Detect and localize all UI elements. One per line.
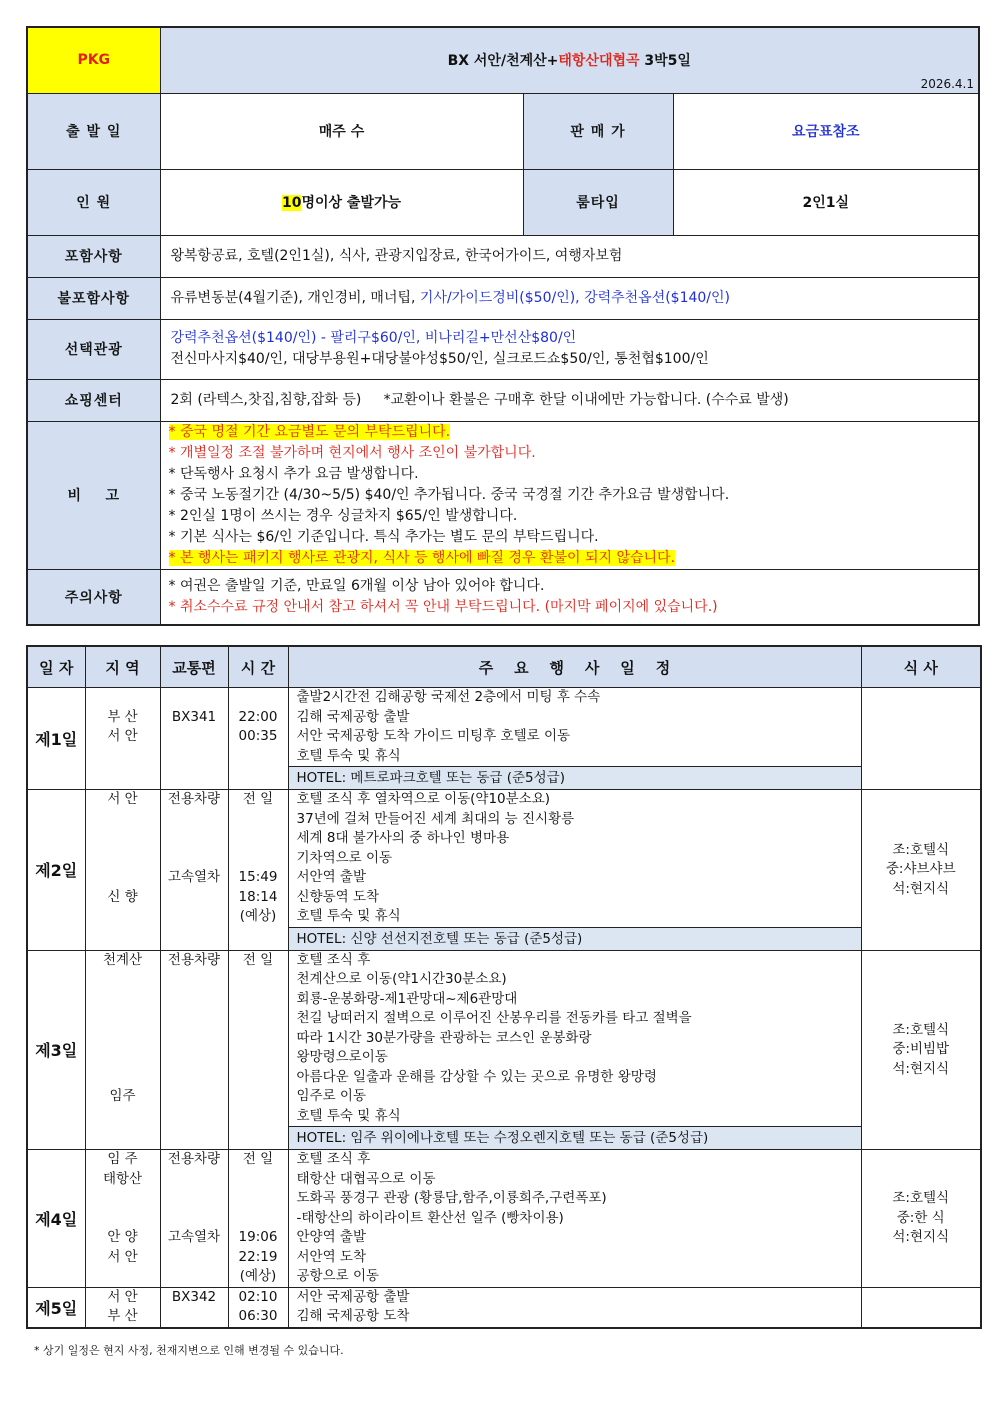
time-line: [229, 1189, 288, 1209]
meal-line: 중:샤브샤브: [885, 861, 956, 877]
activities-cell: [288, 1287, 861, 1328]
region-line: [86, 927, 160, 947]
people-label: 인 원: [27, 169, 160, 235]
meal-line: 석:현지식: [892, 880, 950, 897]
remarks-list: [160, 421, 979, 569]
activity-line: 세계 8대 불가사의 중 하나인 병마용: [296, 830, 510, 846]
region-line: [86, 1048, 160, 1068]
activity-line: 기차역으로 이동: [296, 849, 393, 866]
transport-line: [161, 1068, 228, 1088]
transport-cell: [160, 1287, 228, 1328]
meal-line: 조:호텔식: [892, 841, 950, 858]
col-time: 시 간: [228, 646, 288, 688]
time-line: 22:00: [238, 708, 278, 725]
meals-cell: [861, 1150, 981, 1288]
time-line: 15:49: [238, 869, 278, 885]
activity-line: 따라 1시간 30분가량을 관광하는 코스인 운봉화랑: [296, 1029, 592, 1046]
day-label: 제4일: [27, 1150, 85, 1288]
meals-cell: [861, 950, 981, 1150]
excluded-label: 불포함사항: [27, 277, 160, 319]
region-line: [86, 1209, 160, 1229]
transport-line: 고속열차: [167, 1229, 221, 1245]
issue-date: 2026.4.1: [920, 76, 974, 91]
time-line: 00:35: [238, 728, 278, 744]
region-line: [86, 970, 160, 990]
col-transport: 교통편: [160, 646, 228, 688]
transport-line: 전용차량: [167, 1151, 221, 1167]
remark-7: * 본 행사는 패키지 행사로 관광지, 식사 등 행사에 빠질 경우 환불이 되지 않습니다.: [168, 549, 676, 566]
meal-line: 석:현지식: [892, 1229, 950, 1245]
region-line: 태항산: [102, 1170, 143, 1187]
activities-cell: [288, 950, 861, 1150]
time-line: 전 일: [242, 1151, 274, 1167]
meals-cell: [861, 688, 981, 790]
included-label: 포함사항: [27, 235, 160, 277]
activity-line: 공항으로 이동: [296, 1268, 380, 1284]
meals-cell: [861, 790, 981, 951]
time-line: [229, 990, 288, 1010]
col-region: 지 역: [85, 646, 160, 688]
activity-line: 서안역 출발: [296, 869, 366, 885]
time-line: [229, 747, 288, 767]
excluded-text: 유류변동분(4월기준), 개인경비, 매너팁,: [170, 289, 420, 306]
activity-line: -태항산의 하이라이트 환산선 일주 (빵차이용): [296, 1209, 564, 1226]
activity-line: 서안 국제공항 도착 가이드 미팅후 호텔로 이동: [296, 728, 571, 744]
transport-line: [161, 1087, 228, 1107]
region-line: 부 산: [107, 708, 138, 725]
region-cell: [85, 1287, 160, 1328]
time-line: (예상): [239, 908, 277, 924]
day-row: [27, 688, 981, 790]
day-label: 제3일: [27, 950, 85, 1150]
activity-line: 천계산으로 이동(약1시간30분소요): [296, 971, 507, 987]
itinerary-table: [26, 645, 982, 1329]
transport-line: [161, 1107, 228, 1127]
region-line: 서 안: [107, 728, 138, 744]
transport-line: [161, 970, 228, 990]
region-line: [86, 766, 160, 786]
included-value: 왕복항공료, 호텔(2인1실), 식사, 관광지입장료, 한국어가이드, 여행자보험: [160, 235, 979, 277]
activity-line: 호텔 투숙 및 휴식: [296, 1107, 401, 1124]
people-value: [160, 169, 523, 235]
remark-4: * 중국 노동절기간 (4/30~5/5) $40/인 추가됩니다. 중국 국경절 기간 추가요금 발생합니다.: [168, 486, 730, 503]
region-line: [86, 907, 160, 927]
remark-5: * 2인실 1명이 쓰시는 경우 싱글차지 $65/인 발생합니다.: [168, 507, 518, 524]
time-line: (예상): [239, 1268, 277, 1284]
title-part-b: 태항산대협곡: [558, 53, 640, 70]
remarks-label: 비 고: [27, 421, 160, 569]
day-row: [27, 950, 981, 1150]
region-line: [86, 1189, 160, 1209]
activity-line: 태항산 대협곡으로 이동: [296, 1170, 436, 1187]
region-line: 서 안: [107, 1288, 138, 1305]
package-title: [160, 27, 979, 93]
transport-line: [161, 1248, 228, 1268]
meal-line: 석:현지식: [892, 1060, 950, 1077]
remark-3: * 단독행사 요청시 추가 요금 발생합니다.: [168, 465, 419, 482]
room-label: 룸타입: [523, 169, 673, 235]
transport-line: [161, 1189, 228, 1209]
activity-line: 김해 국제공항 도착: [296, 1308, 410, 1324]
transport-line: [161, 1009, 228, 1029]
region-line: 임 주: [107, 1151, 138, 1167]
activity-line: 호텔 조식 후 열차역으로 이동(약10분소요): [296, 791, 551, 807]
price-value: 요금표참조: [673, 93, 979, 169]
time-line: 전 일: [242, 791, 274, 807]
excluded-highlight: 기사/가이드경비($50/인), 강력추천옵션($140/인): [419, 289, 731, 306]
activity-line: 왕망령으로이동: [296, 1049, 388, 1065]
time-line: [229, 849, 288, 869]
transport-line: [161, 849, 228, 869]
region-line: [86, 688, 160, 708]
col-activities: 주 요 행 사 일 정: [288, 646, 861, 688]
meal-line: 중:비빔밥: [892, 1041, 950, 1057]
time-line: [229, 688, 288, 708]
activity-line: 호텔 투숙 및 휴식: [296, 747, 401, 764]
time-line: [229, 1029, 288, 1049]
transport-line: [161, 1209, 228, 1229]
departure-value: 매주 수: [160, 93, 523, 169]
meal-line: 조:호텔식: [892, 1190, 950, 1206]
caution-label: 주의사항: [27, 569, 160, 625]
time-line: [229, 1170, 288, 1190]
time-line: [229, 810, 288, 830]
time-cell: [228, 790, 288, 951]
region-line: 서 안: [107, 1248, 138, 1265]
package-info-table: [26, 26, 980, 626]
region-line: [86, 868, 160, 888]
shopping-value: 2회 (라텍스,찻집,침향,잡화 등) *교환이나 환불은 구매후 한달 이내에만 가능합니다. (수수료 발생): [160, 379, 979, 421]
caution-value: [160, 569, 979, 625]
transport-line: [161, 927, 228, 947]
price-label: 판 매 가: [523, 93, 673, 169]
region-line: 안 양: [107, 1229, 138, 1245]
time-line: [229, 927, 288, 947]
region-line: [86, 1126, 160, 1146]
time-line: [229, 1209, 288, 1229]
transport-line: 전용차량: [167, 791, 221, 807]
time-line: 19:06: [238, 1229, 278, 1245]
itinerary-footnote: * 상기 일정은 현지 사정, 천재지변으로 인해 변경될 수 있습니다.: [34, 1344, 344, 1357]
region-line: 임주: [109, 1088, 136, 1104]
time-line: 02:10: [238, 1288, 278, 1305]
region-line: [86, 810, 160, 830]
meal-line: 조:호텔식: [892, 1021, 950, 1038]
region-line: [86, 1107, 160, 1127]
col-day: 일 자: [27, 646, 85, 688]
day-label: 제1일: [27, 688, 85, 790]
transport-line: 전용차량: [167, 951, 221, 968]
transport-line: [161, 1267, 228, 1287]
excluded-value: [160, 277, 979, 319]
transport-line: [161, 727, 228, 747]
activity-line: 출발2시간전 김해공항 국제선 2층에서 미팅 후 수속: [296, 689, 601, 705]
title-part-c: 3박5일: [639, 53, 691, 70]
activity-line: 안양역 출발: [296, 1229, 366, 1245]
time-line: [229, 766, 288, 786]
optional-line-1: 강력추천옵션($140/인) - 팔리구$60/인, 비나리길+만선산$80/인: [170, 330, 577, 346]
caution-line-1: * 여권은 출발일 기준, 만료일 6개월 이상 남아 있어야 합니다.: [168, 577, 545, 594]
transport-line: [161, 747, 228, 767]
day-label: 제2일: [27, 790, 85, 951]
region-line: [86, 1068, 160, 1088]
region-line: [86, 1009, 160, 1029]
region-line: [86, 1029, 160, 1049]
activity-line: 신향동역 도착: [296, 888, 380, 905]
time-line: 22:19: [238, 1248, 278, 1265]
time-cell: [228, 1150, 288, 1288]
activities-cell: [288, 1150, 861, 1288]
region-line: [86, 990, 160, 1010]
time-cell: [228, 1287, 288, 1328]
time-line: [229, 1048, 288, 1068]
hotel-line: HOTEL: 메트로파크호텔 또는 동급 (준5성급): [289, 766, 861, 789]
transport-line: [161, 1170, 228, 1190]
departure-label: 출 발 일: [27, 93, 160, 169]
pkg-badge: PKG: [27, 27, 160, 93]
region-line: 천계산: [102, 951, 143, 968]
time-line: 18:14: [238, 888, 278, 905]
transport-line: [161, 766, 228, 786]
region-cell: [85, 1150, 160, 1288]
time-line: [229, 1068, 288, 1088]
meal-line: 중:한 식: [896, 1209, 945, 1226]
region-line: 서 안: [107, 791, 138, 807]
meals-cell: [861, 1287, 981, 1328]
optional-value: [160, 319, 979, 379]
transport-line: [161, 1048, 228, 1068]
time-line: [229, 970, 288, 990]
people-number: 10: [281, 195, 302, 211]
day-label: 제5일: [27, 1287, 85, 1328]
region-cell: [85, 950, 160, 1150]
transport-line: 고속열차: [167, 869, 221, 885]
transport-line: [161, 888, 228, 908]
region-cell: [85, 688, 160, 790]
region-line: 부 산: [107, 1308, 138, 1324]
transport-cell: [160, 1150, 228, 1288]
day-row: [27, 790, 981, 951]
room-value: 2인1실: [673, 169, 979, 235]
time-line: [229, 1087, 288, 1107]
day-row: [27, 1150, 981, 1288]
transport-cell: [160, 950, 228, 1150]
transport-line: BX342: [171, 1288, 217, 1305]
activity-line: 아름다운 일출과 운해를 감상할 수 있는 곳으로 유명한 왕망령: [296, 1068, 657, 1085]
activity-line: 서안역 도착: [296, 1248, 366, 1265]
activity-line: 호텔 투숙 및 휴식: [296, 908, 401, 924]
title-part-a: BX 서안/천계산+: [447, 53, 559, 70]
activity-line: 도화곡 풍경구 관광 (황룡담,함주,이룡희주,구련폭포): [296, 1190, 607, 1206]
activity-line: 호텔 조식 후: [296, 1151, 371, 1167]
region-line: [86, 1267, 160, 1287]
time-line: 전 일: [242, 951, 274, 968]
optional-line-2: 전신마사지$40/인, 대당부용원+대당불야성$50/인, 실크로드쇼$50/인, 통천협$100/인: [170, 351, 709, 367]
time-line: [229, 1009, 288, 1029]
optional-label: 선택관광: [27, 319, 160, 379]
transport-cell: [160, 688, 228, 790]
activities-cell: [288, 688, 861, 790]
remark-6: * 기본 식사는 $6/인 기준입니다. 특식 추가는 별도 문의 부탁드립니다.: [168, 528, 599, 545]
activity-line: 김해 국제공항 출발: [296, 708, 410, 725]
region-line: [86, 747, 160, 767]
activity-line: 37년에 걸쳐 만들어진 세계 최대의 능 진시황릉: [296, 810, 575, 827]
transport-line: [161, 688, 228, 708]
transport-line: [161, 990, 228, 1010]
remark-1: * 중국 명절 기간 요금별도 문의 부탁드립니다.: [168, 423, 451, 440]
time-line: [229, 1126, 288, 1146]
transport-line: [161, 810, 228, 830]
transport-line: [161, 1126, 228, 1146]
time-cell: [228, 688, 288, 790]
transport-line: [161, 1029, 228, 1049]
activity-line: 회룡-운봉화랑-제1관망대~제6관망대: [296, 990, 518, 1007]
activity-line: 임주로 이동: [296, 1088, 366, 1104]
time-cell: [228, 950, 288, 1150]
transport-line: [161, 829, 228, 849]
people-text: 명이상 출발가능: [301, 195, 402, 211]
activity-line: 천길 낭떠러지 절벽으로 이루어진 산봉우리를 전동카를 타고 절벽을: [296, 1010, 692, 1026]
col-meals: 식 사: [861, 646, 981, 688]
hotel-line: HOTEL: 임주 위이에나호텔 또는 수정오렌지호텔 또는 동급 (준5성급): [289, 1126, 861, 1149]
time-line: 06:30: [238, 1308, 278, 1324]
shopping-label: 쇼핑센터: [27, 379, 160, 421]
caution-line-2: * 취소수수료 규정 안내서 참고 하셔서 꼭 안내 부탁드립니다. (마지막 페이지에 있습니다.): [168, 598, 718, 615]
time-line: [229, 829, 288, 849]
activity-line: 서안 국제공항 출발: [296, 1288, 410, 1305]
region-line: [86, 849, 160, 869]
transport-cell: [160, 790, 228, 951]
time-line: [229, 1107, 288, 1127]
activity-line: 호텔 조식 후: [296, 951, 371, 968]
day-row: [27, 1287, 981, 1328]
region-cell: [85, 790, 160, 951]
hotel-line: HOTEL: 신양 선선지전호텔 또는 동급 (준5성급): [289, 927, 861, 950]
activities-cell: [288, 790, 861, 951]
transport-line: BX341: [171, 708, 217, 725]
remark-2: * 개별일정 조절 불가하며 현지에서 행사 조인이 불가합니다.: [168, 444, 536, 461]
region-line: 신 향: [107, 888, 138, 905]
transport-line: [161, 1307, 228, 1327]
region-line: [86, 829, 160, 849]
transport-line: [161, 907, 228, 927]
